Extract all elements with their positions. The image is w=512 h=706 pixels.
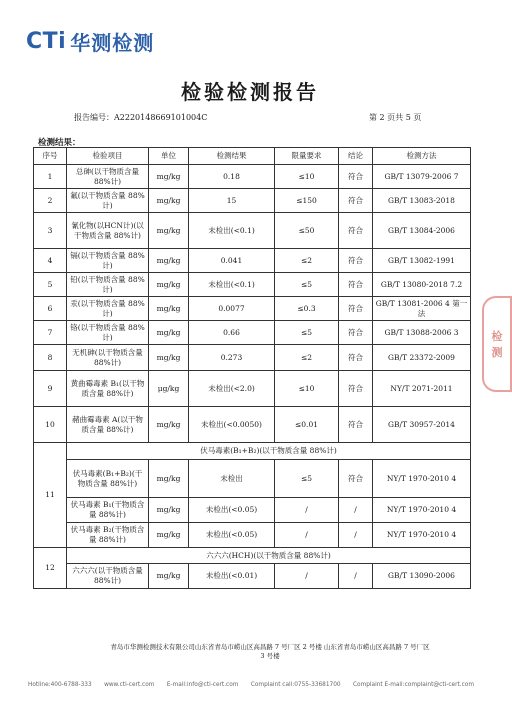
cell-result: 未检出(<0.1) — [189, 273, 275, 297]
cell-conclusion: 符合 — [339, 321, 373, 345]
cell-limit: ≤5 — [275, 460, 339, 498]
cell-conclusion: 符合 — [339, 273, 373, 297]
cell-limit: ≤50 — [275, 213, 339, 249]
cell-limit: ≤5 — [275, 321, 339, 345]
header-cell: 检测结果 — [189, 148, 275, 165]
cell-method: GB/T 13081-2006 4 第一法 — [373, 297, 471, 321]
cell-result: 0.18 — [189, 165, 275, 189]
cell-result: 未检出 — [189, 460, 275, 498]
cell-method: NY/T 2071-2011 — [373, 371, 471, 407]
cell-item: 赭曲霉毒素 A(以干物质含量 88%计) — [67, 407, 149, 443]
cell-result: 0.041 — [189, 249, 275, 273]
cell-method: GB/T 13083-2018 — [373, 189, 471, 213]
page-indicator: 第 2 页共 5 页 — [369, 113, 422, 122]
cell-limit: / — [275, 564, 339, 589]
table-row — [34, 407, 471, 443]
cell-no: 7 — [34, 321, 67, 345]
cell-conclusion: / — [339, 564, 373, 589]
table-row — [34, 165, 471, 189]
cell-no: 10 — [34, 407, 67, 443]
section-label: 检测结果： — [38, 138, 81, 148]
cell-method: NY/T 1970-2010 4 — [373, 498, 471, 523]
cell-unit: μg/kg — [149, 371, 189, 407]
cell-result: 未检出(<0.05) — [189, 498, 275, 523]
table-row — [34, 321, 471, 345]
results-table — [33, 147, 471, 589]
cell-no: 4 — [34, 249, 67, 273]
cell-unit: mg/kg — [149, 407, 189, 443]
table-row — [34, 345, 471, 371]
report-title: 检验检测报告 — [181, 80, 319, 104]
footer-complaint-call: Complaint call:0755-33681700 — [250, 682, 341, 688]
cell-no: 11 — [34, 443, 67, 548]
cell-limit: ≤5 — [275, 273, 339, 297]
table-row — [34, 523, 471, 548]
cell-method: GB/T 13079-2006 7 — [373, 165, 471, 189]
cell-item: 伏马毒素(B₁+B₂)(干物质含量 88%计) — [67, 460, 149, 498]
cell-method: GB/T 13084-2006 — [373, 213, 471, 249]
cell-item: 铅(以干物质含量 88%计) — [67, 273, 149, 297]
group-title: 伏马毒素(B₁+B₂)(以干物质含量 88%计) — [67, 443, 471, 460]
cell-item: 六六六(以干物质含量 88%计) — [67, 564, 149, 589]
cell-item: 氰化物(以HCN计)(以干物质含量 88%计) — [67, 213, 149, 249]
table-row — [34, 460, 471, 498]
cell-method: GB/T 23372-2009 — [373, 345, 471, 371]
cell-unit: mg/kg — [149, 213, 189, 249]
cell-no: 8 — [34, 345, 67, 371]
cell-limit: ≤10 — [275, 165, 339, 189]
table-header-row — [34, 148, 471, 165]
table-row — [34, 189, 471, 213]
table-row — [34, 213, 471, 249]
cell-unit: mg/kg — [149, 189, 189, 213]
cell-conclusion: 符合 — [339, 213, 373, 249]
cell-unit: mg/kg — [149, 165, 189, 189]
cell-method: NY/T 1970-2010 4 — [373, 460, 471, 498]
cell-unit: mg/kg — [149, 273, 189, 297]
table-row — [34, 371, 471, 407]
cell-unit: mg/kg — [149, 297, 189, 321]
cell-unit: mg/kg — [149, 523, 189, 548]
cell-no: 6 — [34, 297, 67, 321]
cell-conclusion: 符合 — [339, 407, 373, 443]
cell-conclusion: 符合 — [339, 371, 373, 407]
table-row — [34, 297, 471, 321]
cell-result: 未检出(<0.05) — [189, 523, 275, 548]
cell-item: 铬(以干物质含量 88%计) — [67, 321, 149, 345]
cell-result: 未检出(<0.1) — [189, 213, 275, 249]
cell-no: 9 — [34, 371, 67, 407]
cell-item: 无机砷(以干物质含量 88%计) — [67, 345, 149, 371]
official-seal-stamp — [482, 296, 512, 392]
company-logo — [26, 28, 154, 54]
footer-website: www.cti-cert.com — [104, 682, 155, 688]
table-row — [34, 273, 471, 297]
cell-unit: mg/kg — [149, 321, 189, 345]
cell-item: 镉(以干物质含量 88%计) — [67, 249, 149, 273]
cell-no: 12 — [34, 548, 67, 589]
cell-conclusion: 符合 — [339, 249, 373, 273]
cell-result: 未检出(<0.0050) — [189, 407, 275, 443]
cell-method: GB/T 13082-1991 — [373, 249, 471, 273]
header-cell: 限量要求 — [275, 148, 339, 165]
cell-result: 15 — [189, 189, 275, 213]
cell-item: 总砷(以干物质含量 88%计) — [67, 165, 149, 189]
cell-limit: ≤0.3 — [275, 297, 339, 321]
cell-method: GB/T 13080-2018 7.2 — [373, 273, 471, 297]
table-row — [34, 498, 471, 523]
header-cell: 单位 — [149, 148, 189, 165]
cell-method: GB/T 13090-2006 — [373, 564, 471, 589]
cell-limit: ≤10 — [275, 371, 339, 407]
cell-unit: mg/kg — [149, 345, 189, 371]
header-cell: 检测方法 — [373, 148, 471, 165]
cell-unit: mg/kg — [149, 564, 189, 589]
cell-limit: / — [275, 523, 339, 548]
cell-limit: ≤150 — [275, 189, 339, 213]
cell-item: 伏马毒素 B₁(干物质含量 88%计) — [67, 498, 149, 523]
cell-unit: mg/kg — [149, 498, 189, 523]
footer-hotline: Hotline:400-6788-333 — [28, 682, 92, 688]
cell-conclusion: 符合 — [339, 165, 373, 189]
cell-item: 氟(以干物质含量 88%计) — [67, 189, 149, 213]
stamp-char-bottom: 测 — [491, 346, 503, 359]
cell-result: 未检出(<2.0) — [189, 371, 275, 407]
cell-item: 汞(以干物质含量 88%计) — [67, 297, 149, 321]
cell-result: 0.273 — [189, 345, 275, 371]
cell-conclusion: / — [339, 523, 373, 548]
cell-unit: mg/kg — [149, 460, 189, 498]
logo-latin: CTi — [26, 28, 67, 54]
cell-no: 1 — [34, 165, 67, 189]
cell-conclusion: 符合 — [339, 297, 373, 321]
cell-result: 0.0077 — [189, 297, 275, 321]
cell-limit: / — [275, 498, 339, 523]
cell-limit: ≤2 — [275, 249, 339, 273]
footer-address: 青岛市华测检测技术有限公司山东省青岛市崂山区高昌路 7 号厂区 2 号楼 山东省青岛市崂山区高昌路 7 号厂区 3 号楼 — [110, 643, 430, 661]
cell-no: 3 — [34, 213, 67, 249]
stamp-char-top: 检 — [491, 330, 503, 343]
table-group-row — [34, 443, 471, 460]
cell-method: GB/T 30957-2014 — [373, 407, 471, 443]
cell-conclusion: / — [339, 498, 373, 523]
cell-conclusion: 符合 — [339, 189, 373, 213]
cell-method: GB/T 13088-2006 3 — [373, 321, 471, 345]
report-number: 报告编号：A2220148669101004C — [74, 113, 208, 122]
cell-conclusion: 符合 — [339, 460, 373, 498]
footer-complaint-email: Complaint E-mail:complaint@cti-cert.com — [352, 682, 474, 688]
header-cell: 检验项目 — [67, 148, 149, 165]
cell-limit: ≤2 — [275, 345, 339, 371]
cell-item: 黄曲霉毒素 B₁(以干物质含量 88%计) — [67, 371, 149, 407]
footer-email: E-mail:info@cti-cert.com — [166, 682, 239, 688]
cell-limit: ≤0.01 — [275, 407, 339, 443]
logo-chinese: 华测检测 — [70, 30, 155, 55]
cell-item: 伏马毒素 B₂(干物质含量 88%计) — [67, 523, 149, 548]
table-row — [34, 564, 471, 589]
table-row — [34, 249, 471, 273]
cell-method: NY/T 1970-2010 4 — [373, 523, 471, 548]
cell-no: 5 — [34, 273, 67, 297]
cell-conclusion: 符合 — [339, 345, 373, 371]
footer-contact-line — [28, 682, 474, 688]
header-cell: 序号 — [34, 148, 67, 165]
cell-unit: mg/kg — [149, 249, 189, 273]
cell-result: 未检出(<0.01) — [189, 564, 275, 589]
group-title: 六六六(HCH)(以干物质含量 88%计) — [67, 548, 471, 564]
header-cell: 结论 — [339, 148, 373, 165]
table-group-row — [34, 548, 471, 564]
cell-no: 2 — [34, 189, 67, 213]
cell-result: 0.66 — [189, 321, 275, 345]
